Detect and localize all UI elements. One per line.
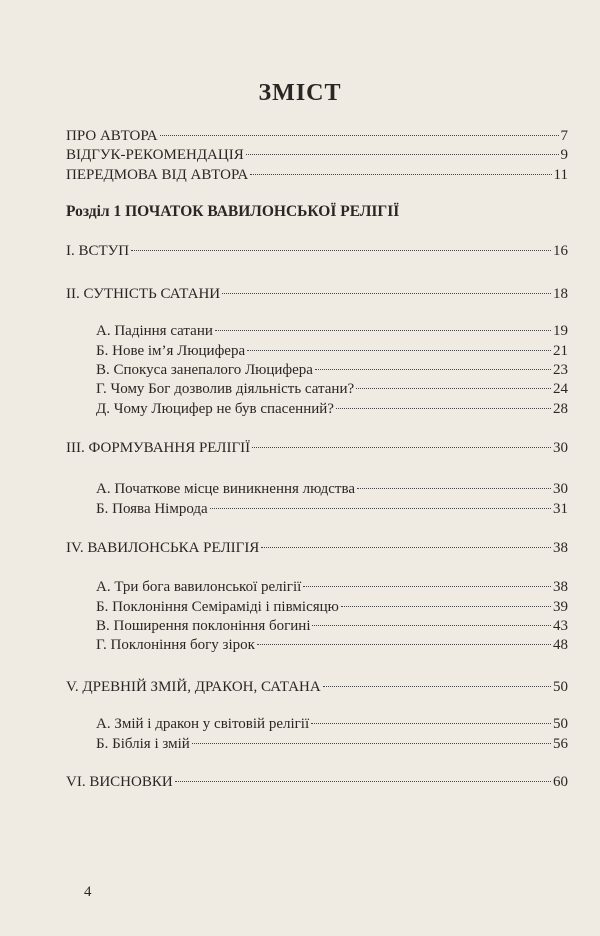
toc-entry-label: Б. Поява Німрода: [96, 501, 208, 517]
toc-entry-label: ПЕРЕДМОВА ВІД АВТОРА: [66, 167, 249, 183]
dot-leader: [131, 250, 551, 251]
dot-leader: [250, 174, 551, 175]
dot-leader: [246, 154, 559, 155]
toc-entry-label: В. Поширення поклоніння богині: [96, 618, 311, 634]
toc-entry-page: 38: [553, 579, 568, 595]
toc-entry: [96, 479, 568, 499]
toc-entry-page: 19: [553, 323, 568, 339]
toc-entry: [66, 241, 568, 261]
toc-entry: [96, 360, 568, 380]
toc-entry: [96, 577, 568, 597]
toc-entry: [66, 126, 568, 146]
dot-leader: [175, 781, 551, 782]
dot-leader: [247, 350, 551, 351]
toc-entry: [96, 635, 568, 655]
toc-entry-page: 30: [553, 440, 568, 456]
toc-entry-page: 11: [553, 167, 568, 183]
toc-entry-page: 21: [553, 343, 568, 359]
chapter-heading: Розділ 1 ПОЧАТОК ВАВИЛОНСЬКОЇ РЕЛІГІЇ: [66, 203, 400, 220]
dot-leader: [252, 447, 551, 448]
dot-leader: [311, 723, 551, 724]
toc-entry-label: Б. Поклоніння Семіраміді і півмісяцю: [96, 599, 339, 615]
toc-entry-page: 48: [553, 637, 568, 653]
toc-entry-page: 30: [553, 481, 568, 497]
dot-leader: [261, 547, 551, 548]
dot-leader: [341, 606, 551, 607]
toc-entry-label: Г. Чому Бог дозволив діяльність сатани?: [96, 381, 355, 397]
toc-entry-label: IV. ВАВИЛОНСЬКА РЕЛІГІЯ: [66, 540, 260, 556]
toc-entry-label: А. Початкове місце виникнення людства: [96, 481, 355, 497]
dot-leader: [257, 644, 551, 645]
dot-leader: [192, 743, 551, 744]
toc-entry: [96, 321, 568, 341]
toc-entry: [66, 772, 568, 792]
toc-entry-page: 31: [553, 501, 568, 517]
toc-entry-label: Б. Нове ім’я Люцифера: [96, 343, 246, 359]
toc-entry-label: А. Три бога вавилонської релігії: [96, 579, 302, 595]
dot-leader: [323, 686, 551, 687]
toc-entry-page: 50: [553, 679, 568, 695]
toc-entry: [96, 499, 568, 519]
dot-leader: [303, 586, 551, 587]
toc-entry: [66, 438, 568, 458]
dot-leader: [312, 625, 551, 626]
dot-leader: [222, 293, 551, 294]
toc-entry-page: 50: [553, 716, 568, 732]
toc-entry: [96, 597, 568, 617]
page-title: ЗМІСТ: [258, 80, 342, 106]
toc-entry: [96, 616, 568, 636]
toc-entry-label: VI. ВИСНОВКИ: [66, 774, 173, 790]
toc-entry: [96, 341, 568, 361]
toc-entry-label: ПРО АВТОРА: [66, 128, 158, 144]
toc-entry-page: 24: [553, 381, 568, 397]
toc-entry-label: I. ВСТУП: [66, 243, 130, 259]
toc-entry: [66, 677, 568, 697]
dot-leader: [215, 330, 551, 331]
toc-entry-label: Г. Поклоніння богу зірок: [96, 637, 255, 653]
dot-leader: [160, 135, 559, 136]
toc-entry-page: 18: [553, 286, 568, 302]
dot-leader: [315, 369, 551, 370]
toc-entry-page: 43: [553, 618, 568, 634]
dot-leader: [357, 488, 551, 489]
toc-entry-label: А. Змій і дракон у світовій релігії: [96, 716, 310, 732]
toc-entry: [96, 379, 568, 399]
toc-entry-label: А. Падіння сатани: [96, 323, 213, 339]
dot-leader: [210, 508, 551, 509]
toc-entry-page: 23: [553, 362, 568, 378]
toc-entry-page: 38: [553, 540, 568, 556]
toc-entry: [66, 538, 568, 558]
toc-entry-page: 28: [553, 401, 568, 417]
toc-entry: [96, 399, 568, 419]
toc-entry-label: ВІДГУК-РЕКОМЕНДАЦІЯ: [66, 147, 244, 163]
toc-entry: [66, 165, 568, 185]
toc-entry: [66, 145, 568, 165]
dot-leader: [356, 388, 551, 389]
toc-entry-page: 60: [553, 774, 568, 790]
page-number: 4: [84, 884, 92, 900]
toc-entry-label: Д. Чому Люцифер не був спасенний?: [96, 401, 334, 417]
toc-entry-label: III. ФОРМУВАННЯ РЕЛІГІЇ: [66, 440, 251, 456]
toc-entry-page: 39: [553, 599, 568, 615]
toc-entry-label: II. СУТНІСТЬ САТАНИ: [66, 286, 221, 302]
toc-entry: [96, 734, 568, 754]
toc-entry-label: Б. Біблія і змій: [96, 736, 190, 752]
toc-entry-page: 7: [560, 128, 568, 144]
toc-entry-page: 56: [553, 736, 568, 752]
toc-entry-page: 9: [560, 147, 568, 163]
toc-entry: [96, 714, 568, 734]
toc-entry-page: 16: [553, 243, 568, 259]
dot-leader: [336, 408, 551, 409]
toc-entry-label: В. Спокуса занепалого Люцифера: [96, 362, 313, 378]
toc-entry-label: V. ДРЕВНІЙ ЗМІЙ, ДРАКОН, САТАНА: [66, 679, 321, 695]
toc-entry: [66, 284, 568, 304]
